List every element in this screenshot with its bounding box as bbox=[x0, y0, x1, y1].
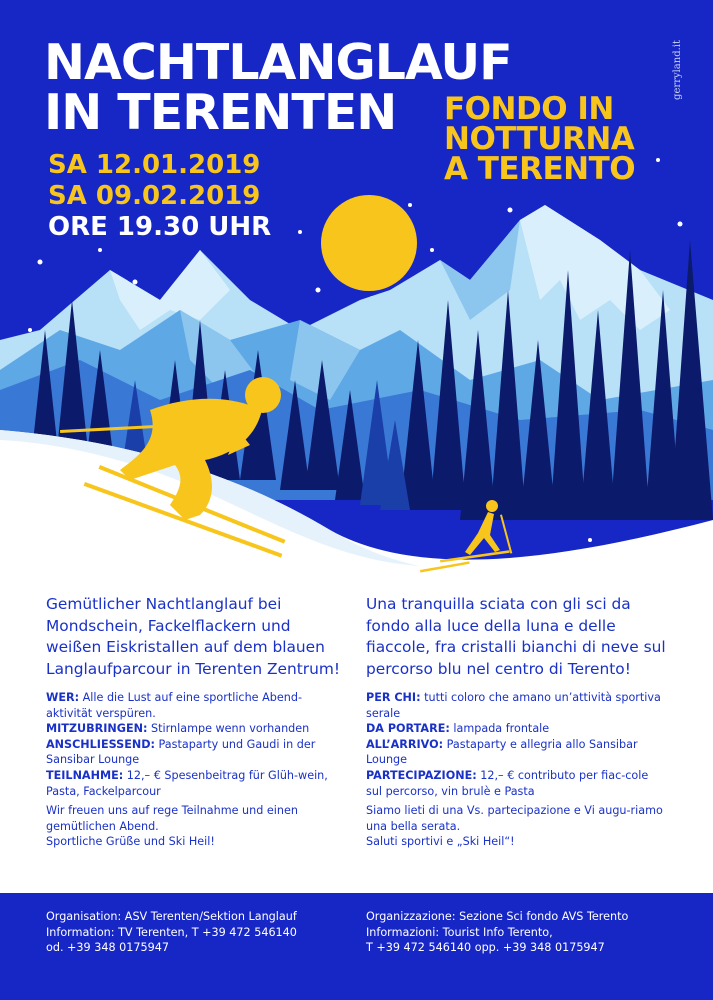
italian-lead: Una tranquilla sciata con gli sci da fondo alla luce della luna e delle fiaccole, fra cristalli bianchi di neve sul percorso blu nel centro di Terento! bbox=[366, 595, 666, 678]
title-line-2: IN TERENTEN bbox=[44, 84, 397, 141]
anschliessend-text: Pastaparty und Gaudi in der Sansibar Lounge bbox=[46, 737, 316, 767]
wer-text: Alle die Lust auf eine sportliche Abend-aktivität verspüren. bbox=[46, 691, 302, 720]
designer-credit: gerryland.it bbox=[672, 40, 683, 100]
anschliessend-row bbox=[46, 737, 346, 768]
wer-label: WER: bbox=[46, 691, 80, 704]
footer-de-line-1: Organisation: ASV Terenten/Sektion Langlauf bbox=[46, 910, 297, 923]
mitzubringen-text: Stirnlampe wenn vorhanden bbox=[151, 722, 310, 736]
date-2: SA 09.02.2019 bbox=[48, 181, 261, 211]
daportare-label: DA PORTARE: bbox=[366, 722, 450, 736]
allarrivo-row bbox=[366, 737, 666, 768]
contact-footer bbox=[0, 893, 713, 1000]
perchi-label: PER CHI: bbox=[366, 691, 421, 704]
title-line-1: NACHTLANGLAUF bbox=[44, 34, 512, 91]
daportare-row bbox=[366, 721, 666, 737]
footer-de-line-2: Information: TV Terenten, T +39 472 546140 bbox=[46, 925, 297, 939]
italian-closing-1: Siamo lieti di una Vs. partecipazione e Vi augu-riamo una bella serata. bbox=[366, 804, 663, 833]
title-it-line-1: FONDO IN bbox=[444, 91, 614, 127]
footer-it-line-3: T +39 472 546140 opp. +39 348 0175947 bbox=[366, 941, 605, 955]
mitzubringen-label: MITZUBRINGEN: bbox=[46, 722, 148, 736]
teilnahme-row bbox=[46, 768, 346, 799]
anschliessend-label: ANSCHLIESSEND: bbox=[46, 737, 155, 751]
german-closing-2: Sportliche Grüße und Ski Heil! bbox=[46, 835, 215, 849]
footer-italian bbox=[366, 909, 686, 956]
teilnahme-label: TEILNAHME: bbox=[46, 768, 124, 782]
title-german bbox=[44, 34, 512, 141]
mitzubringen-row bbox=[46, 721, 346, 737]
footer-it-line-2: Informazioni: Tourist Info Terento, bbox=[366, 925, 553, 939]
partecipazione-row bbox=[366, 768, 666, 799]
italian-closing-2: Saluti sportivi e „Ski Heil“! bbox=[366, 835, 515, 849]
partecipazione-text: 12,– € contributo per fiac-cole sul percorso, vin brulè e Pasta bbox=[366, 768, 649, 798]
german-details bbox=[46, 690, 346, 850]
footer-german bbox=[46, 909, 346, 956]
title-italian bbox=[444, 91, 636, 187]
allarrivo-text: Pastaparty e allegria allo Sansibar Lounge bbox=[366, 737, 638, 767]
german-lead: Gemütlicher Nachtlanglauf bei Mondschein, Fackelflackern und weißen Eiskristallen auf dem blauen Langlaufparcour in Terenten Zentrum! bbox=[46, 595, 341, 678]
perchi-row bbox=[366, 690, 666, 721]
daportare-text: lampada frontale bbox=[453, 722, 550, 736]
teilnahme-text: 12,– € Spesenbeitrag für Glüh-wein, Pasta, Fackelparcour bbox=[46, 768, 328, 798]
title-it-line-3: A TERENTO bbox=[444, 151, 636, 187]
event-time: ORE 19.30 UHR bbox=[48, 212, 272, 242]
german-column bbox=[46, 594, 346, 850]
partecipazione-label: PARTECIPAZIONE: bbox=[366, 768, 477, 782]
footer-it-line-1: Organizzazione: Sezione Sci fondo AVS Terento bbox=[366, 910, 629, 923]
allarrivo-label: ALL’ARRIVO: bbox=[366, 737, 444, 751]
footer-de-line-3: od. +39 348 0175947 bbox=[46, 941, 169, 955]
italian-column bbox=[366, 594, 666, 850]
title-it-line-2: NOTTURNA bbox=[444, 121, 635, 157]
perchi-text: tutti coloro che amano un’attività sportiva serale bbox=[366, 691, 661, 720]
event-dates bbox=[48, 150, 271, 243]
wer-row bbox=[46, 690, 346, 721]
german-closing-1: Wir freuen uns auf rege Teilnahme und einen gemütlichen Abend. bbox=[46, 804, 298, 833]
moon bbox=[321, 195, 417, 291]
date-1: SA 12.01.2019 bbox=[48, 150, 261, 180]
italian-details bbox=[366, 690, 666, 850]
